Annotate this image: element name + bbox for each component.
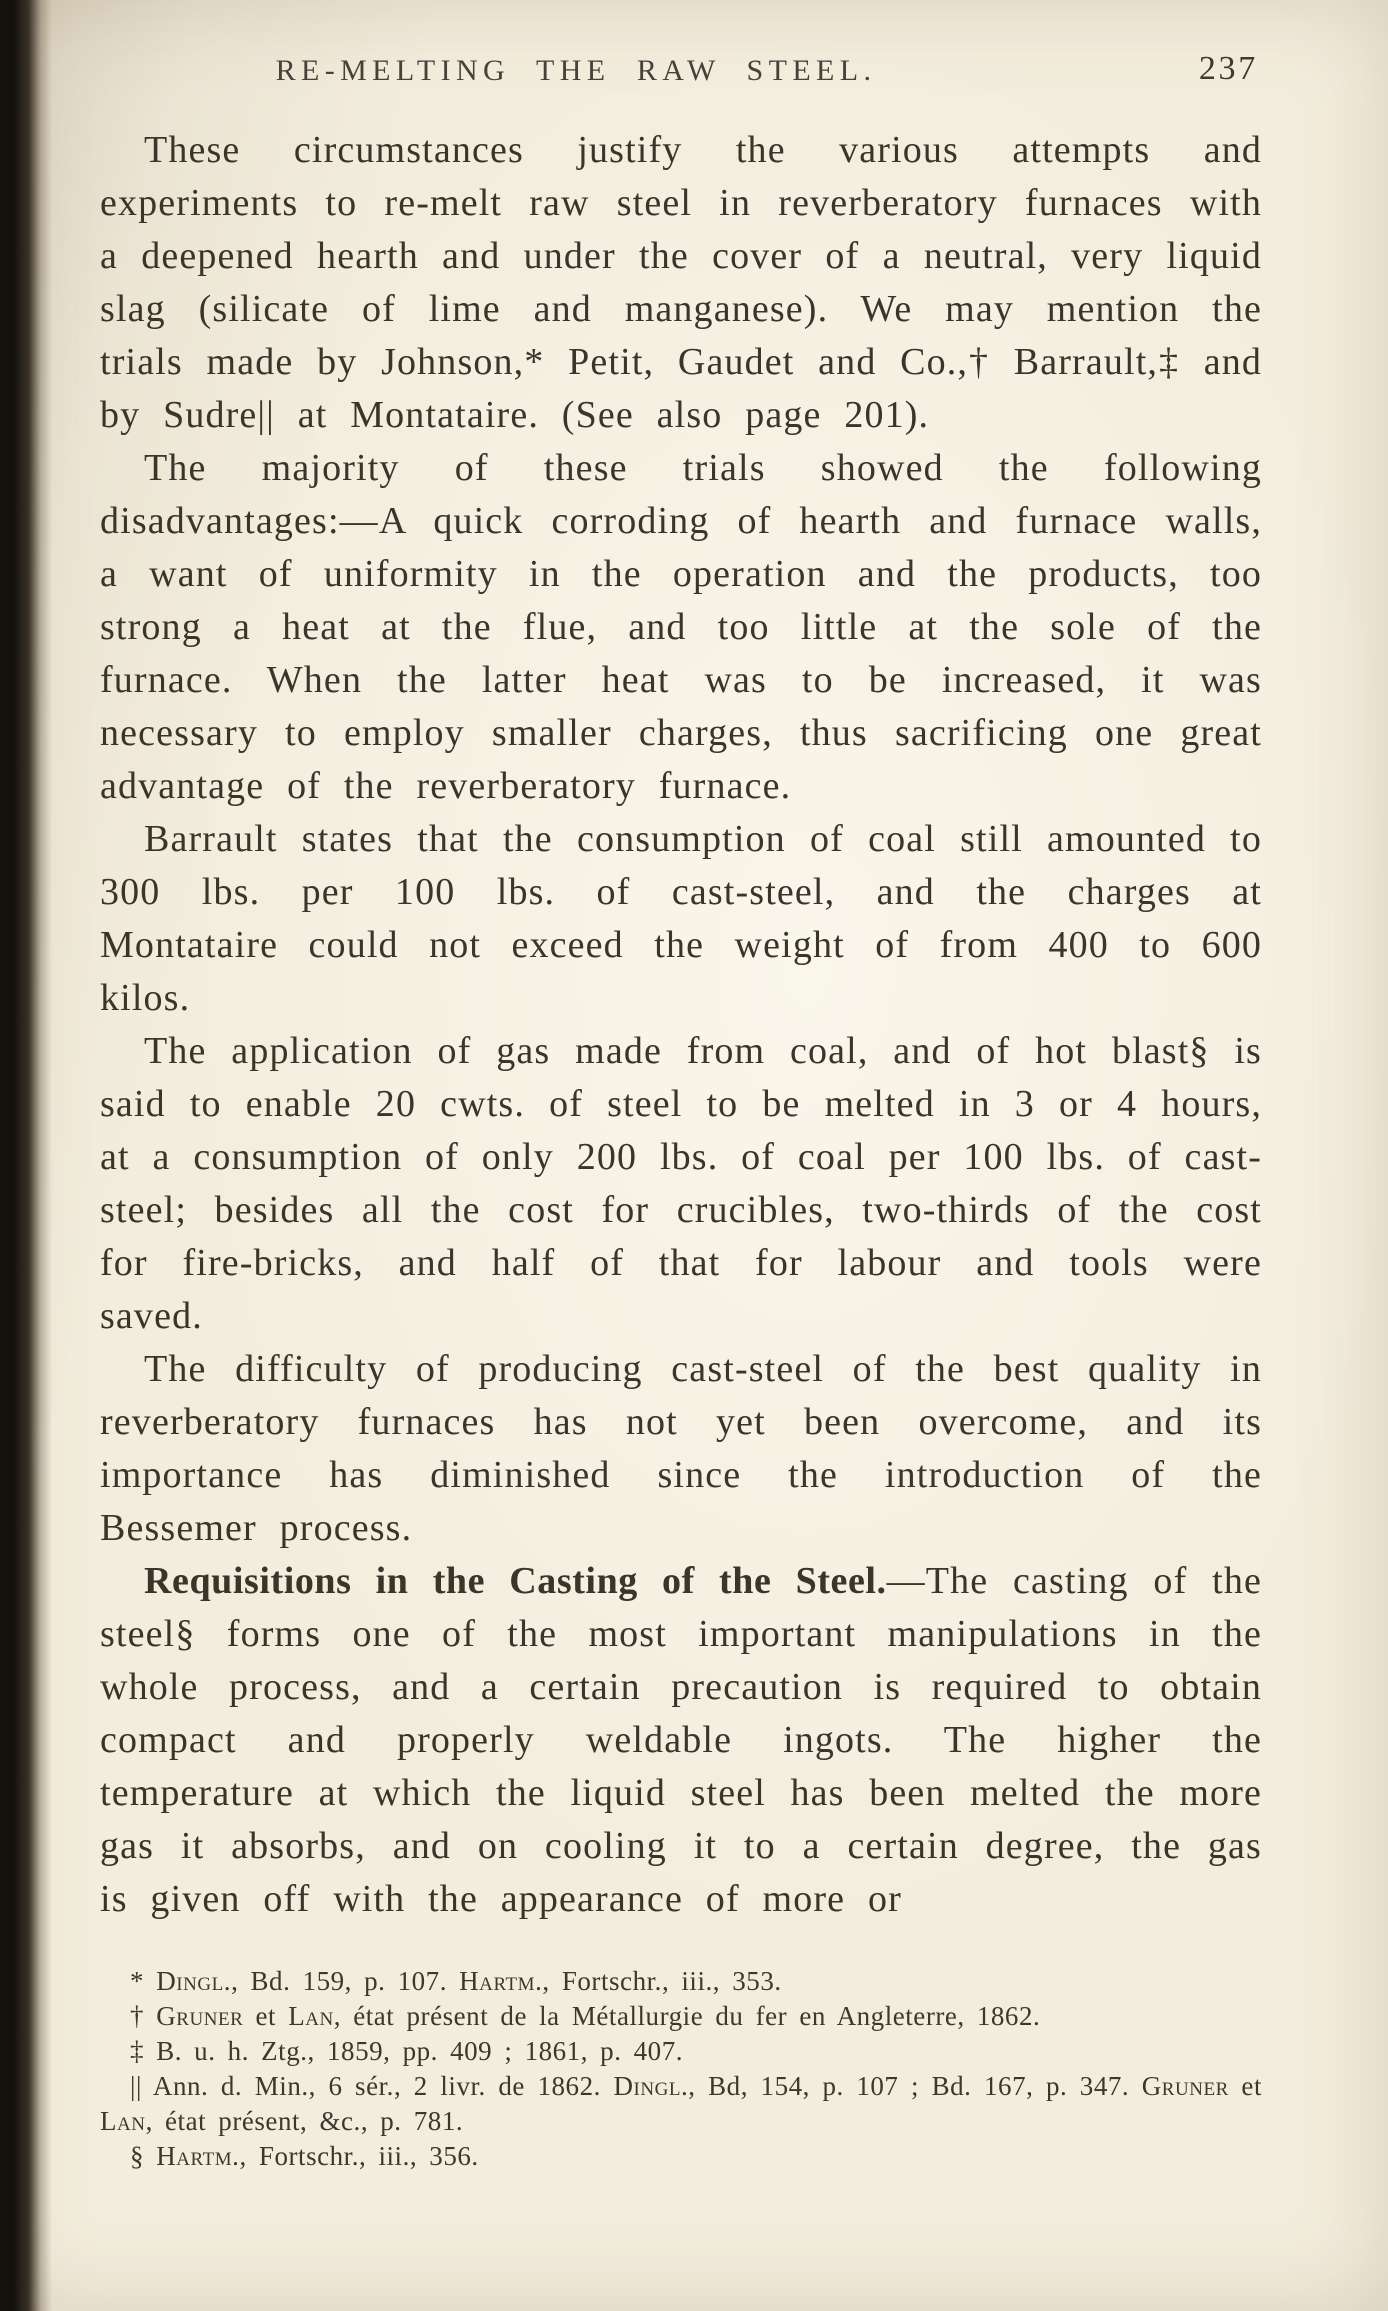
page-content [100,52,1262,2174]
footnote-4 [100,2069,1262,2139]
text-run: § [130,2141,157,2171]
text-run: † [130,2001,157,2031]
smallcaps-run: Dingl., [613,2071,696,2101]
paragraph-5 [100,1343,1262,1555]
paragraph-3 [100,813,1262,1025]
footnote-2 [100,1999,1262,2034]
text-run: et [243,2001,289,2031]
text-run: Barrault states that the consumption of coal still amounted to 300 lbs. per 100 lbs. of cast-steel, and the charges at Montataire could not exceed the weight of from 400 to 600 kilos. [100,818,1262,1019]
smallcaps-run: Gruner [1141,2071,1229,2101]
paragraph-1 [100,124,1262,442]
text-run: * [130,1966,157,1996]
text-run: —The casting of the steel§ forms one of the most important manipulations in the whole process, and a certain precaution is required to obtain compact and properly weldable ingots. The higher the temperature at which the liquid steel has been melted the more gas it absorbs, and on cooling it to a certain degree, the gas is given off with the appearance of more or [100,1560,1262,1920]
smallcaps-run: Lan [288,2001,334,2031]
running-header [100,52,1262,94]
text-run: et [1228,2071,1262,2101]
binding-edge-shadow [0,0,52,2311]
smallcaps-run: Gruner [156,2001,244,2031]
page-title: RE-MELTING THE RAW STEEL. [275,54,877,87]
text-run: The majority of these trials showed the following disadvantages:—A quick corroding of hearth and furnace walls, a want of uniformity in the operation and the products, too strong a heat at the flue, and too little at the sole of the furnace. When the latter heat was to be increased, it was necessary to employ smaller charges, thus sacrificing one great advantage of the reverberatory furnace. [100,447,1262,807]
body-text [100,124,1262,1926]
text-run: Fortschr., iii., 353. [549,1966,782,1996]
paragraph-6 [100,1555,1262,1926]
smallcaps-run: Hartm., [156,2141,247,2171]
text-run: The difficulty of producing cast-steel of the best quality in reverberatory furnaces has not yet been overcome, and its importance has diminished since the introduction of the Bessemer process. [100,1348,1262,1549]
footnote-1 [100,1964,1262,1999]
text-run: These circumstances justify the various attempts and experiments to re-melt raw steel in reverberatory furnaces with a deepened hearth and under the cover of a neutral, very liquid slag (silicate of lime and manganese). We may mention the trials made by Johnson,* Petit, Gaudet and Co.,† Barrault,‡ and by Sudre|| at Montataire. (See also page 201). [100,129,1262,436]
smallcaps-run: Hartm., [459,1966,550,1996]
footnotes-section [100,1964,1262,2174]
text-run: Bd, 154, p. 107 ; Bd. 167, p. 347. [695,2071,1142,2101]
text-run: , état présent de la Métallurgie du fer en Angleterre, 1862. [333,2001,1041,2031]
page-number: 237 [1198,50,1258,87]
paragraph-2 [100,442,1262,813]
smallcaps-run: Lan [100,2106,146,2136]
paragraph-4 [100,1025,1262,1343]
text-run: Bd. 159, p. 107. [238,1966,460,1996]
bold-run: Requisitions in the Casting of the Steel. [144,1560,887,1602]
footnote-3 [100,2034,1262,2069]
text-run: || Ann. d. Min., 6 sér., 2 livr. de 1862. [130,2071,614,2101]
text-run: Fortschr., iii., 356. [246,2141,479,2171]
smallcaps-run: Dingl., [156,1966,239,1996]
text-run: The application of gas made from coal, and of hot blast§ is said to enable 20 cwts. of steel to be melted in 3 or 4 hours, at a consumption of only 200 lbs. of coal per 100 lbs. of cast-steel; besides all the cost for crucibles, two-thirds of the cost for fire-bricks, and half of that for labour and tools were saved. [100,1030,1262,1337]
text-run: , état présent, &c., p. 781. [145,2106,464,2136]
footnote-5 [100,2139,1262,2174]
text-run: ‡ B. u. h. Ztg., 1859, pp. 409 ; 1861, p. 407. [130,2036,684,2066]
